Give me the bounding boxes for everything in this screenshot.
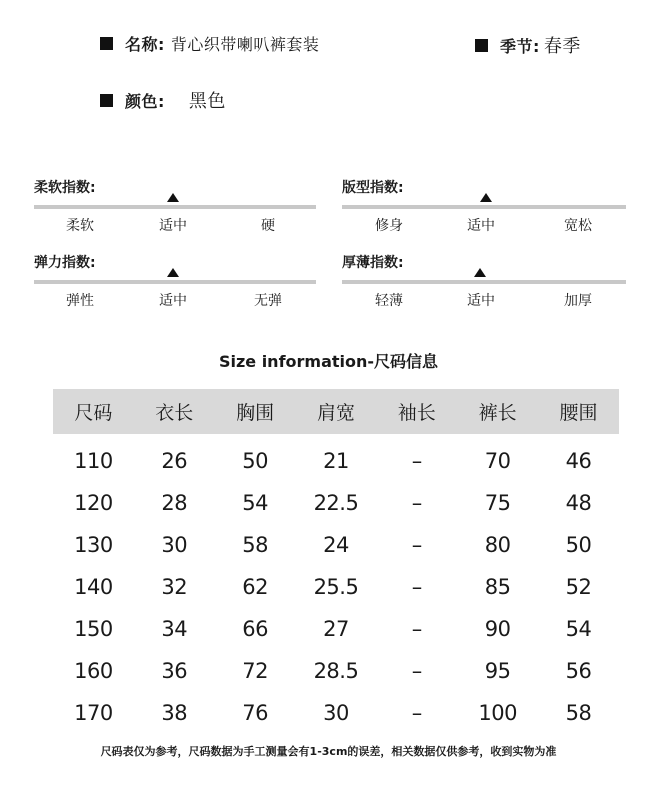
table-row (53, 434, 619, 482)
season-value: 春季 (543, 36, 581, 57)
table-cell: – (411, 575, 422, 599)
index-label: 适中 (467, 293, 495, 309)
index-bar (342, 280, 626, 284)
table-cell: 140 (74, 575, 113, 599)
index-bar (342, 205, 626, 209)
table-cell: 26 (161, 449, 188, 473)
table-cell: 48 (565, 491, 592, 515)
table-cell: – (411, 491, 422, 515)
index-label: 柔软 (66, 218, 94, 234)
thickness-index (342, 253, 624, 309)
elasticity-index (34, 253, 316, 309)
table-cell: – (411, 533, 422, 557)
table-cell: 85 (484, 575, 511, 599)
index-bar (34, 205, 316, 209)
index-title: 厚薄指数: (342, 255, 404, 271)
season-label: 季节: (500, 36, 540, 56)
table-cell: 30 (161, 533, 188, 557)
table-cell: 54 (242, 491, 268, 515)
index-bar (34, 280, 316, 284)
table-cell: – (411, 617, 422, 641)
table-cell: 22.5 (313, 491, 359, 515)
product-name-value: 背心织带喇叭裤套装 (170, 35, 320, 54)
table-cell: – (411, 659, 422, 683)
table-cell: 62 (242, 575, 268, 599)
table-cell: – (411, 449, 422, 473)
index-title: 版型指数: (342, 180, 404, 196)
index-label: 修身 (375, 218, 403, 234)
table-cell: 34 (161, 617, 188, 641)
table-cell: 32 (161, 575, 188, 599)
table-cell: 24 (323, 533, 349, 557)
product-name-line (100, 32, 319, 55)
size-section-title: Size information-尺码信息 (218, 352, 439, 371)
index-label: 硬 (261, 218, 275, 234)
table-cell: 58 (565, 701, 592, 725)
table-cell: 46 (565, 449, 592, 473)
table-cell: 150 (74, 617, 113, 641)
color-value: 黑色 (188, 91, 226, 112)
column-header: 袖长 (376, 389, 457, 434)
table-cell: 160 (74, 659, 113, 683)
table-cell: 28 (161, 491, 188, 515)
column-header: 胸围 (215, 389, 296, 434)
table-row (53, 524, 619, 566)
column-header: 肩宽 (296, 389, 377, 434)
indicator-arrow-icon (480, 193, 492, 202)
footnote: 尺码表仅为参考，尺码数据为手工测量会有1-3cm的误差，相关数据仅供参考，收到实物为准 (100, 745, 557, 758)
table-cell: 30 (323, 701, 349, 725)
table-cell: 58 (242, 533, 268, 557)
product-name-label: 名称: (125, 35, 165, 54)
table-cell: 28.5 (313, 659, 359, 683)
table-cell: – (411, 701, 422, 725)
table-cell: 72 (242, 659, 268, 683)
column-header: 裤长 (457, 389, 538, 434)
color-label: 颜色: (125, 91, 165, 111)
indicator-arrow-icon (474, 268, 486, 277)
bullet-square-icon (100, 37, 113, 50)
column-header: 衣长 (134, 389, 215, 434)
table-cell: 56 (565, 659, 592, 683)
table-row (53, 650, 619, 692)
index-title: 柔软指数: (34, 180, 96, 196)
table-cell: 95 (484, 659, 511, 683)
column-header: 腰围 (538, 389, 619, 434)
table-cell: 75 (484, 491, 511, 515)
color-line (100, 87, 226, 113)
column-header: 尺码 (53, 389, 134, 434)
season-line (475, 32, 581, 58)
table-cell: 27 (323, 617, 349, 641)
table-row (53, 608, 619, 650)
table-cell: 66 (242, 617, 268, 641)
fit-index (342, 178, 624, 234)
table-cell: 50 (242, 449, 268, 473)
index-label: 弹性 (66, 293, 94, 309)
table-cell: 70 (484, 449, 511, 473)
table-cell: 25.5 (313, 575, 359, 599)
table-row (53, 482, 619, 524)
table-cell: 76 (242, 701, 268, 725)
bullet-square-icon (100, 94, 113, 107)
table-cell: 110 (74, 449, 113, 473)
table-row (53, 566, 619, 608)
index-label: 无弹 (254, 293, 282, 309)
table-cell: 50 (565, 533, 592, 557)
table-cell: 54 (565, 617, 592, 641)
index-label: 宽松 (564, 218, 592, 234)
index-label: 适中 (467, 218, 495, 234)
table-cell: 36 (161, 659, 188, 683)
table-cell: 170 (74, 701, 113, 725)
indicator-arrow-icon (167, 268, 179, 277)
table-cell: 120 (74, 491, 113, 515)
index-title: 弹力指数: (34, 255, 96, 271)
table-cell: 52 (565, 575, 592, 599)
bullet-square-icon (475, 39, 488, 52)
table-cell: 80 (484, 533, 511, 557)
index-label: 加厚 (564, 293, 592, 309)
size-table (53, 389, 619, 734)
table-cell: 130 (74, 533, 113, 557)
index-label: 适中 (159, 293, 187, 309)
softness-index (34, 178, 316, 234)
table-row (53, 692, 619, 734)
table-cell: 90 (484, 617, 511, 641)
index-label: 轻薄 (375, 293, 403, 309)
table-header-row (53, 389, 619, 434)
table-cell: 38 (161, 701, 188, 725)
table-cell: 21 (323, 449, 349, 473)
index-label: 适中 (159, 218, 187, 234)
indicator-arrow-icon (167, 193, 179, 202)
table-cell: 100 (478, 701, 517, 725)
